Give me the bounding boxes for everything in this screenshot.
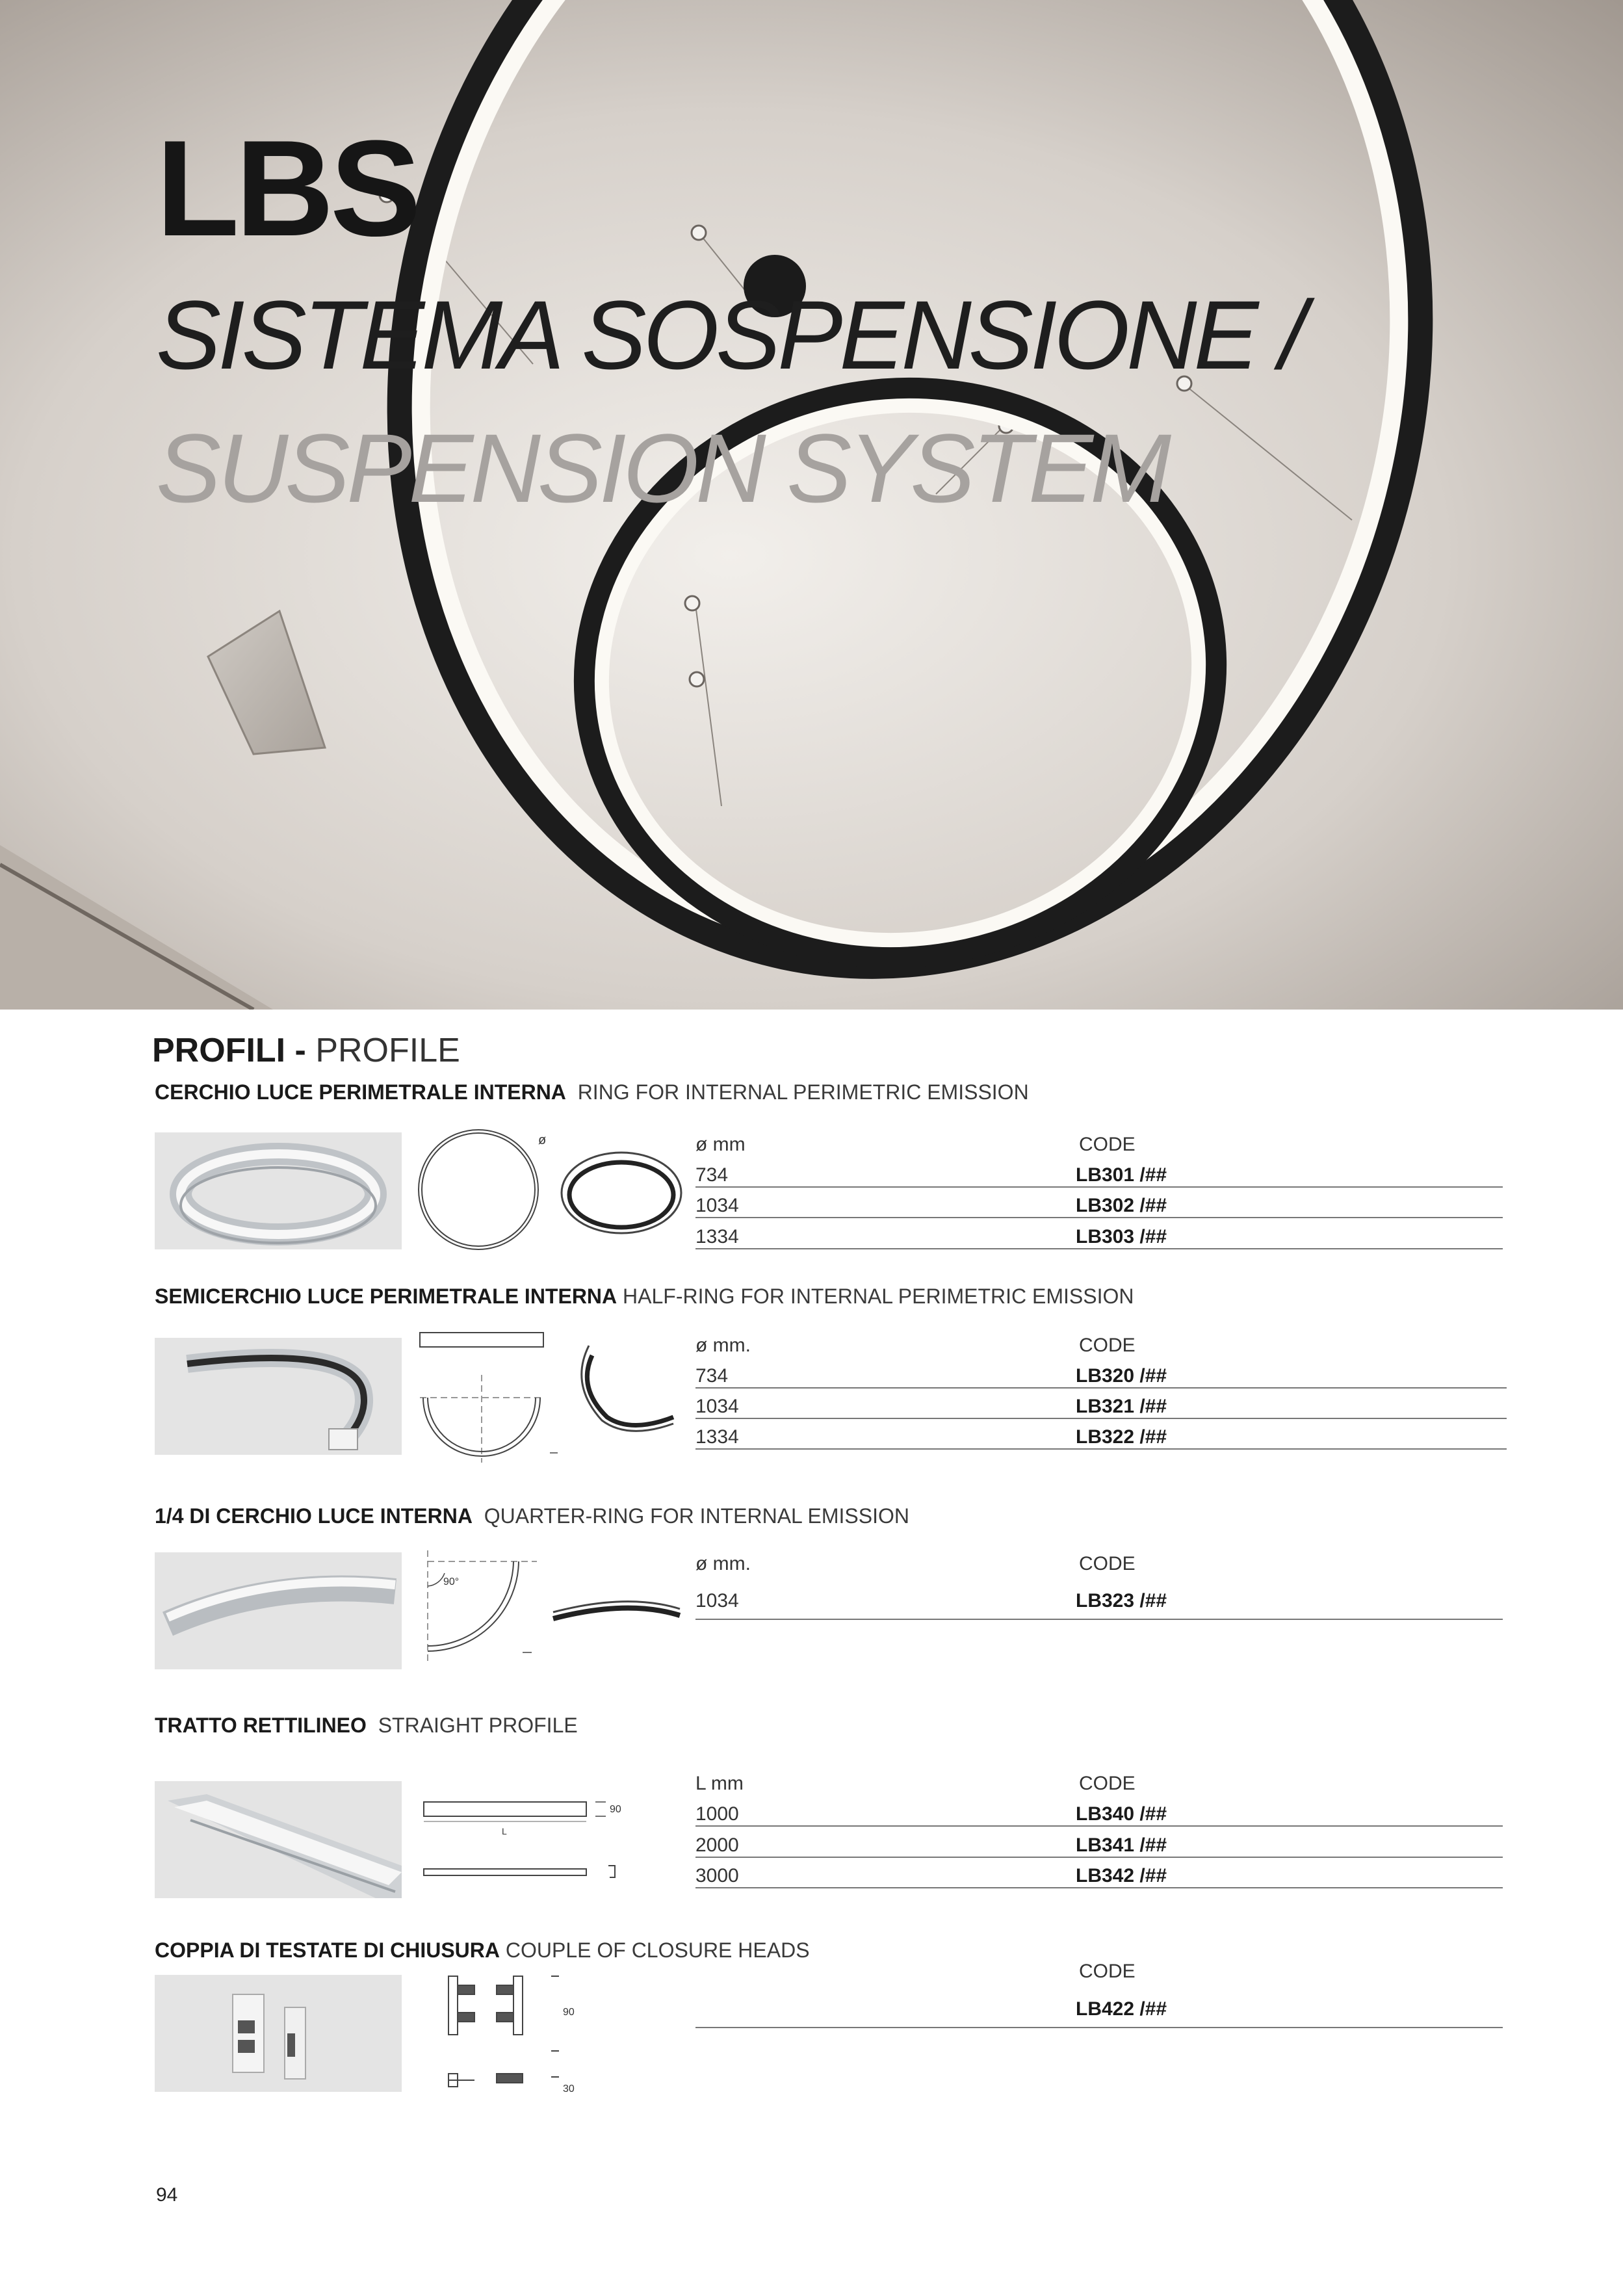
height-label: 90 (610, 1804, 621, 1815)
product-name-italian: CERCHIO LUCE PERIMETRALE INTERNA (155, 1080, 566, 1104)
hero-subtitle-english: SUSPENSION SYSTEM (156, 413, 1169, 523)
page-number: 94 (156, 2184, 178, 2206)
table-cell-code: LB301 /## (1076, 1164, 1167, 1186)
technical-drawing-closure-heads (442, 1970, 598, 2100)
table-row-divider (695, 1887, 1503, 1888)
table-cell-code: LB323 /## (1076, 1590, 1167, 1611)
table-cell-size: 1034 (695, 1590, 739, 1611)
table-row-divider (695, 1857, 1503, 1858)
table-row-divider (695, 1448, 1507, 1450)
section-heading-light: PROFILE (305, 1032, 460, 1069)
table-cell-size: 1034 (695, 1396, 739, 1417)
product-name-italian: TRATTO RETTILINEO (155, 1714, 367, 1737)
table-cell-code: LB320 /## (1076, 1365, 1167, 1387)
product-name-english: STRAIGHT PROFILE (378, 1714, 578, 1737)
product-photo-straight (155, 1781, 402, 1898)
product-name-english: COUPLE OF CLOSURE HEADS (505, 1938, 810, 1962)
product-title-half-ring (155, 1286, 1134, 1307)
product-name-english: QUARTER-RING FOR INTERNAL EMISSION (484, 1504, 909, 1528)
table-cell-size: 3000 (695, 1865, 739, 1886)
column-header-code: CODE (1079, 1773, 1136, 1794)
product-name-italian: 1/4 DI CERCHIO LUCE INTERNA (155, 1504, 473, 1528)
column-header-size: ø mm (695, 1134, 746, 1155)
product-title-quarter-ring (155, 1506, 909, 1526)
column-header-code: CODE (1079, 1961, 1136, 1982)
product-photo-closure-heads (155, 1975, 402, 2092)
hero-title: LBS (156, 112, 417, 265)
table-row-divider (695, 1418, 1507, 1419)
product-photo-half-ring (155, 1338, 402, 1455)
product-title-ring (155, 1082, 1029, 1102)
table-cell-size: 1000 (695, 1803, 739, 1825)
table-cell-code: LB422 /## (1076, 1998, 1167, 2020)
angle-label: 90° (443, 1576, 460, 1587)
table-row-divider (695, 1825, 1503, 1827)
technical-drawing-ring (413, 1125, 686, 1255)
column-header-code: CODE (1079, 1335, 1136, 1356)
technical-drawing-half-ring (413, 1326, 686, 1469)
table-row-divider (695, 1387, 1507, 1389)
table-row-divider (695, 2027, 1503, 2028)
column-header-size: ø mm. (695, 1553, 751, 1574)
product-name-italian: COPPIA DI TESTATE DI CHIUSURA (155, 1938, 500, 1962)
table-cell-code: LB321 /## (1076, 1396, 1167, 1417)
product-name-italian: SEMICERCHIO LUCE PERIMETRALE INTERNA (155, 1285, 617, 1308)
section-heading (152, 1034, 460, 1067)
product-photo-quarter-ring (155, 1552, 402, 1669)
product-photo-ring (155, 1132, 402, 1249)
column-header-size: ø mm. (695, 1335, 751, 1356)
product-name-english: HALF-RING FOR INTERNAL PERIMETRIC EMISSION (623, 1285, 1134, 1308)
table-cell-size: 734 (695, 1164, 729, 1186)
table-cell-code: LB303 /## (1076, 1226, 1167, 1247)
column-header-size: L mm (695, 1773, 744, 1794)
table-cell-code: LB342 /## (1076, 1865, 1167, 1886)
table-cell-code: LB340 /## (1076, 1803, 1167, 1825)
table-cell-code: LB341 /## (1076, 1834, 1167, 1856)
table-row-divider (695, 1217, 1503, 1218)
column-header-code: CODE (1079, 1134, 1136, 1155)
length-label: L (502, 1826, 507, 1836)
hero-photo (0, 0, 1623, 1010)
table-row-divider (695, 1186, 1503, 1188)
table-cell-size: 1334 (695, 1226, 739, 1247)
table-cell-size: 1034 (695, 1195, 739, 1216)
product-name-english: RING FOR INTERNAL PERIMETRIC EMISSION (577, 1080, 1029, 1104)
table-cell-code: LB322 /## (1076, 1426, 1167, 1448)
table-cell-size: 734 (695, 1365, 729, 1387)
section-heading-bold: PROFILI - (152, 1032, 306, 1069)
column-header-code: CODE (1079, 1553, 1136, 1574)
table-cell-size: 2000 (695, 1834, 739, 1856)
table-cell-size: 1334 (695, 1426, 739, 1448)
diameter-symbol: ø (538, 1133, 547, 1147)
height-label: 90 (563, 2007, 575, 2018)
width-label: 30 (563, 2083, 575, 2094)
technical-drawing-straight (413, 1781, 647, 1898)
technical-drawing-quarter-ring (413, 1547, 699, 1664)
hero-subtitle-italian: SISTEMA SOSPENSIONE / (156, 280, 1303, 389)
table-cell-code: LB302 /## (1076, 1195, 1167, 1216)
table-row-divider (695, 1248, 1503, 1249)
product-title-straight (155, 1715, 578, 1736)
product-title-closure-heads (155, 1940, 810, 1961)
table-row-divider (695, 1619, 1503, 1620)
